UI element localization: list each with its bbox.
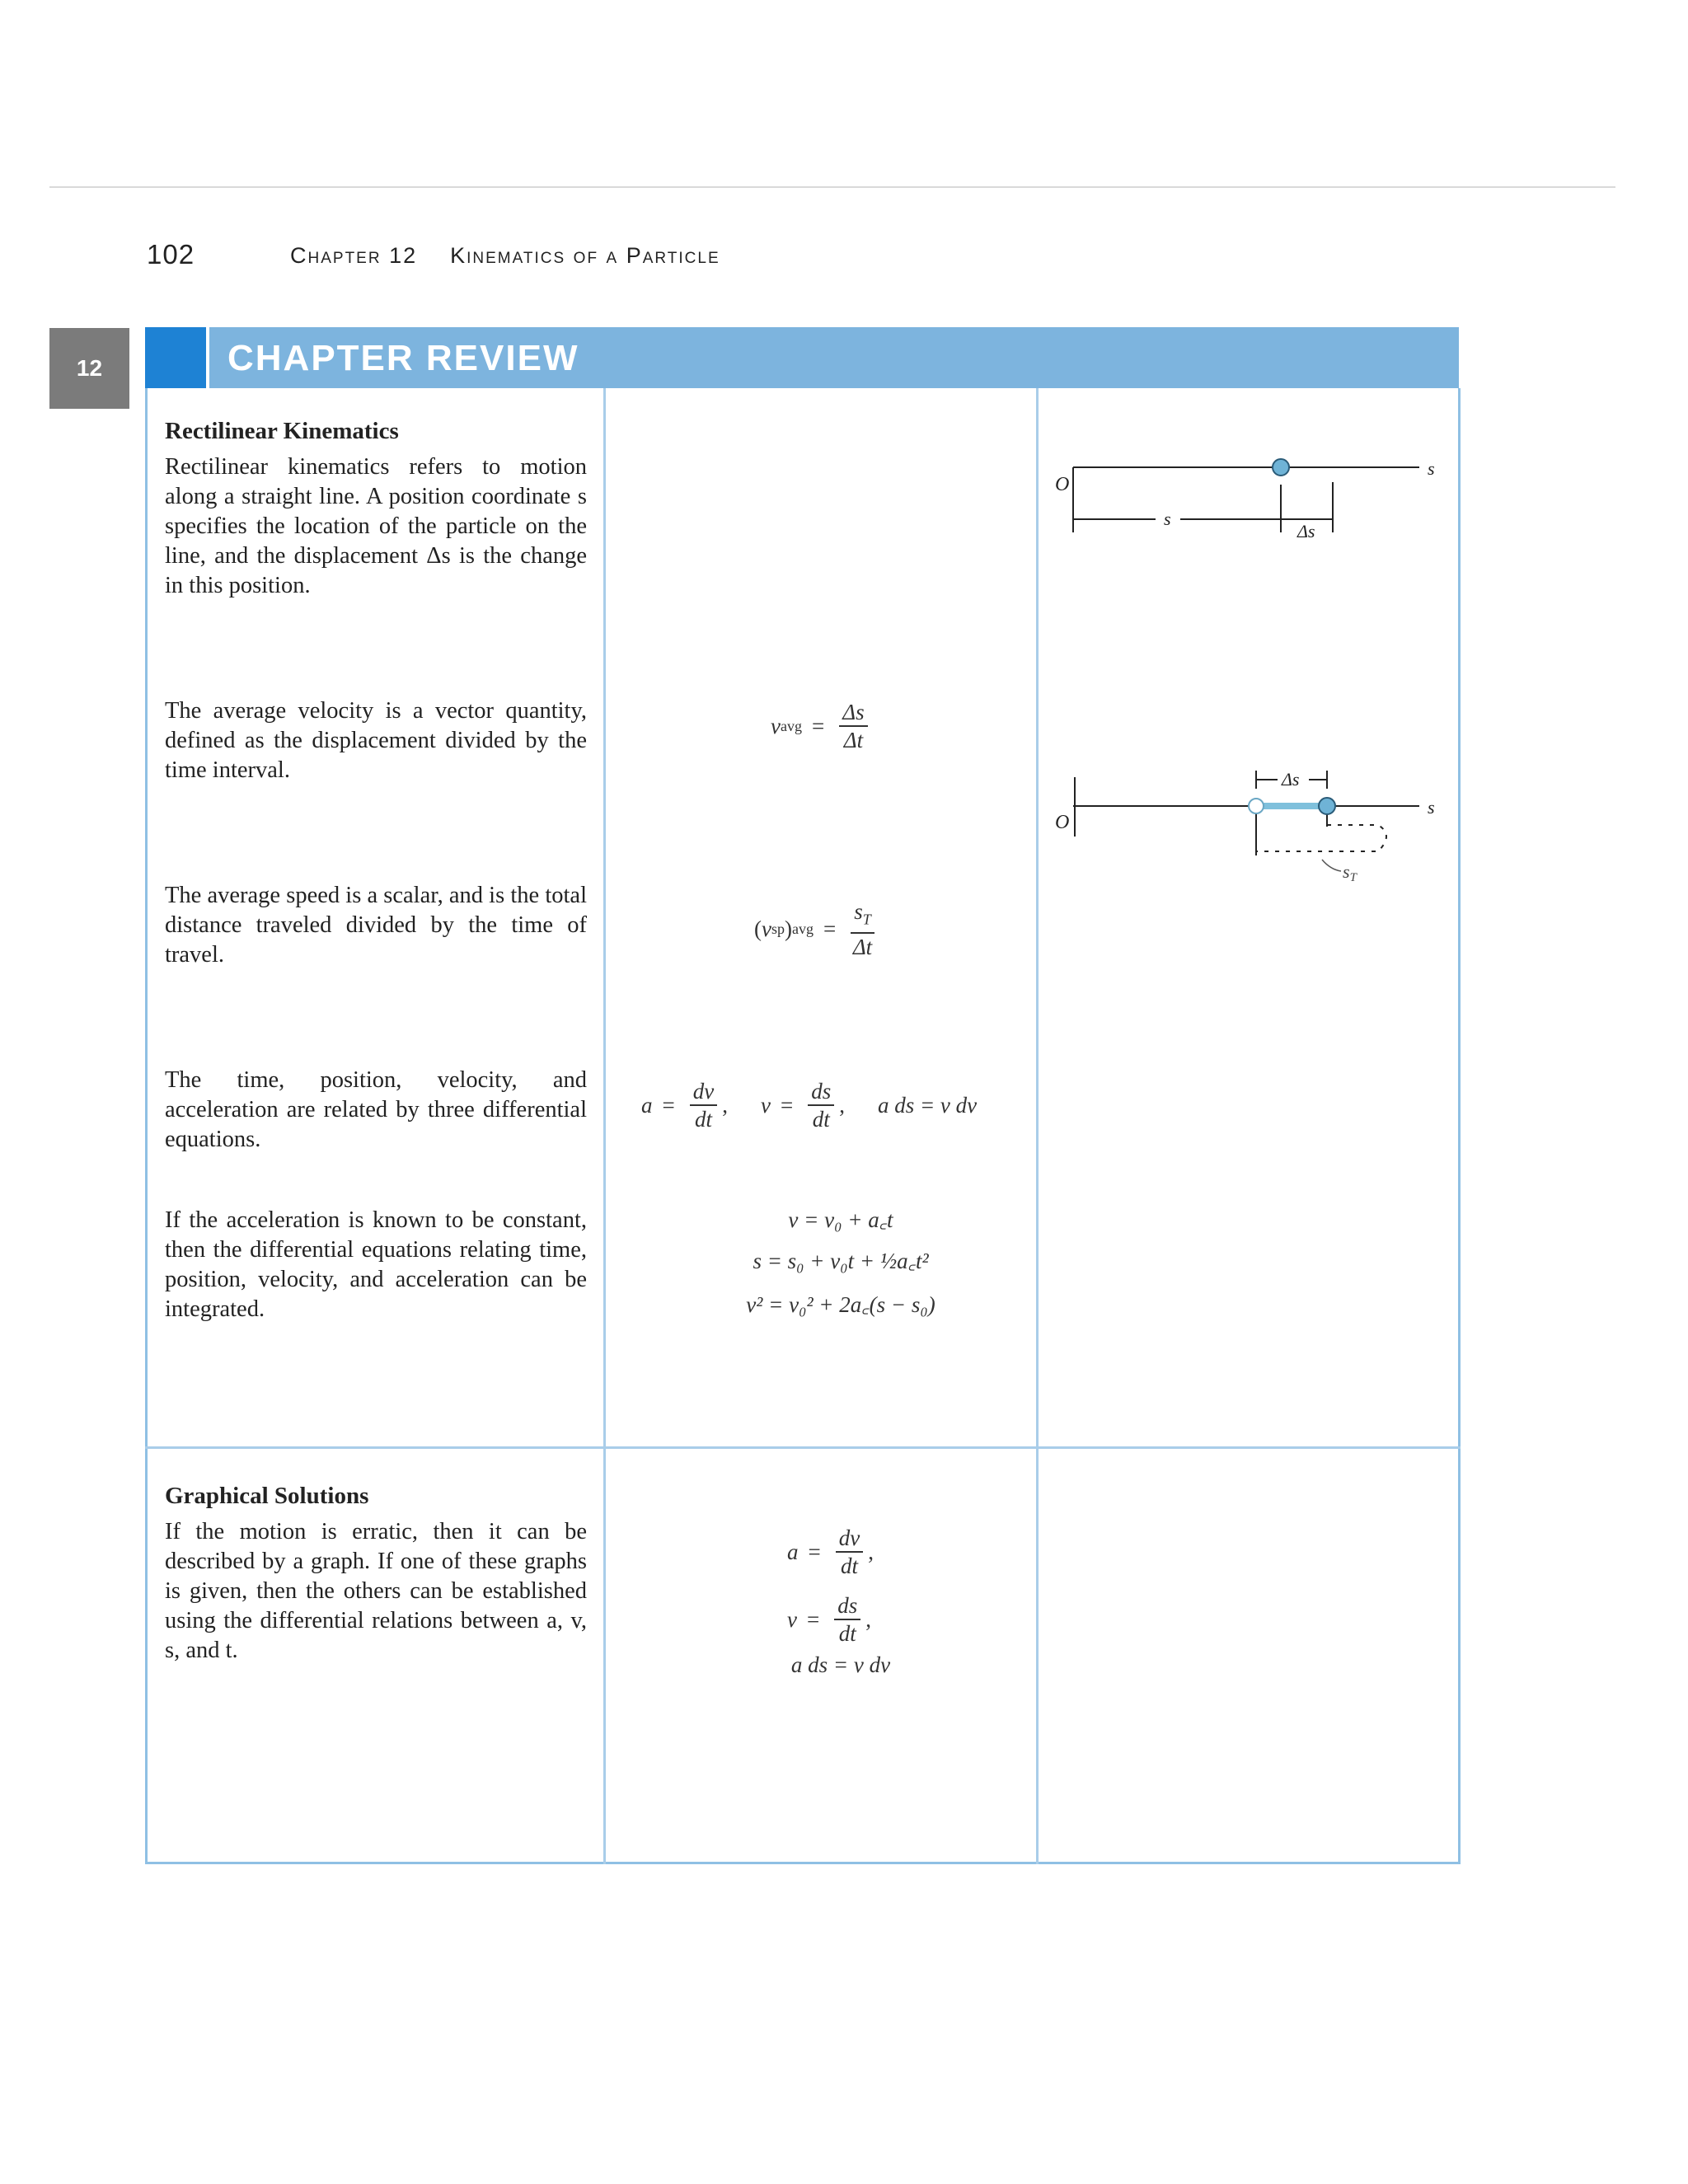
eq-comma: , (722, 1092, 728, 1118)
particle (1273, 459, 1289, 476)
graphical-text: If the motion is erratic, then it can be described by a graph. If one of these graphs is given, then the others can be established using the differential relations between a, v, s, and t. (165, 1519, 587, 1663)
avg-speed-block (165, 881, 587, 970)
avg-speed-text: The average speed is a scalar, and is the total distance traveled divided by the time of travel. (165, 883, 587, 968)
differential-block (165, 1066, 587, 1155)
eq-numerator: Δs (839, 699, 867, 727)
constant-accel-block (165, 1206, 587, 1324)
eq-avg-sub: avg (780, 717, 802, 734)
chapter-review-title: CHAPTER REVIEW (227, 338, 579, 378)
column-divider-2 (1036, 388, 1039, 1864)
top-rule (49, 186, 1615, 188)
eq-comma: , (839, 1092, 845, 1118)
eq-fraction-dsdt (834, 1592, 860, 1647)
page-number: 102 (147, 239, 195, 269)
chapter-tab: 12 (49, 328, 129, 409)
rectilinear-heading: Rectilinear Kinematics (165, 418, 399, 444)
path-traveled (1256, 825, 1386, 851)
eq-fraction-dsdt (808, 1078, 834, 1132)
column-divider-1 (603, 388, 606, 1864)
running-head (290, 243, 720, 269)
eq-v: v (760, 1092, 771, 1118)
eq-denominator: dt (694, 1107, 712, 1132)
eq-s: s (854, 899, 863, 924)
avg-velocity-block (165, 696, 587, 785)
constant-accel-eq-1: v = v₀ + a꜀t (788, 1207, 893, 1232)
constant-accel-eq-3: v² = v₀² + 2a꜀(s − s₀) (746, 1292, 935, 1317)
eq-numerator: ds (834, 1592, 860, 1620)
graphical-eq-v (787, 1592, 871, 1647)
avg-velocity-equation (771, 699, 873, 753)
position-displacement-diagram (1040, 445, 1452, 560)
rectilinear-text: Rectilinear kinematics refers to motion along a straight line. A position coordinate s specifies the location of the particle on the line, and the displacement Δs is the change in this position. (165, 454, 587, 598)
constant-accel-text: If the acceleration is known to be constant, then the differential equations relating time, position, velocity, and acceleration can be integrated. (165, 1207, 587, 1322)
eq-v: v (771, 713, 781, 738)
eq-numerator: dv (690, 1078, 717, 1106)
eq-a: a (641, 1092, 653, 1118)
eq-numerator (851, 898, 874, 934)
avg-speed-equation: ( v sp ) avg = $\frac{s_T}{\Delta t}$ (754, 898, 879, 960)
origin-label: O (1055, 812, 1070, 833)
header-divider (206, 327, 209, 388)
avg-velocity-text: The average velocity is a vector quantity, defined as the displacement divided by the time interval. (165, 698, 587, 783)
eq-denominator: dt (838, 1621, 856, 1646)
graphical-solutions-block (165, 1481, 587, 1666)
axis-label: s (1428, 458, 1435, 479)
running-head-chapter: Chapter 12 (290, 243, 418, 268)
particle-end (1319, 798, 1335, 814)
eq-numerator: ds (808, 1078, 834, 1106)
eq-fraction (839, 699, 867, 753)
graphical-eq-a (787, 1525, 874, 1579)
total-distance-label: sT (1343, 861, 1357, 884)
graphical-eq-ads: a ds = v dv (790, 1652, 891, 1677)
header-accent-block (145, 327, 206, 388)
graphical-heading: Graphical Solutions (165, 1483, 369, 1509)
eq-fraction-dvdt (836, 1525, 863, 1579)
constant-accel-eq-2: s = s₀ + v₀t + ½a꜀t² (753, 1249, 929, 1273)
eq-equals: = (806, 1606, 820, 1632)
row-divider (145, 1446, 1461, 1449)
running-head-title: Kinematics of a Particle (450, 243, 720, 268)
origin-label: O (1055, 474, 1070, 495)
eq-a: a (787, 1539, 799, 1564)
eq-denominator: dt (840, 1554, 858, 1578)
eq-avg-sub: avg (792, 921, 814, 938)
eq-numerator: dv (836, 1525, 863, 1553)
eq-denominator: Δt (852, 935, 873, 960)
position-label: s (1164, 509, 1171, 529)
eq-denominator: Δt (843, 728, 864, 752)
total-distance-diagram (1040, 754, 1452, 898)
eq-equals: = (662, 1092, 675, 1118)
total-distance-leader (1322, 860, 1341, 871)
eq-v: v (787, 1606, 797, 1632)
eq-equals: = (811, 713, 825, 738)
axis-label: s (1428, 797, 1435, 818)
displacement-label: Δs (1297, 521, 1315, 541)
eq-comma: , (865, 1606, 871, 1632)
eq-equals: = (780, 1092, 794, 1118)
differential-equations (641, 1078, 977, 1132)
eq-fraction (851, 898, 874, 960)
eq-a-ds-v-dv: a ds = v dv (877, 1092, 978, 1118)
eq-v: v (762, 916, 771, 942)
rectilinear-kinematics-block (165, 416, 587, 601)
eq-sp-sub: sp (771, 921, 785, 938)
particle-start (1249, 799, 1264, 813)
chapter-review-header (145, 327, 1459, 388)
eq-fraction-dvdt (690, 1078, 717, 1132)
differential-text: The time, position, velocity, and acceleration are related by three differential equations. (165, 1067, 587, 1152)
displacement-label: Δs (1282, 769, 1300, 790)
eq-equals: = (808, 1539, 821, 1564)
eq-comma: , (868, 1539, 874, 1564)
eq-t-sub: T (862, 911, 871, 928)
eq-denominator: dt (812, 1107, 830, 1132)
eq-equals: = (823, 916, 837, 942)
